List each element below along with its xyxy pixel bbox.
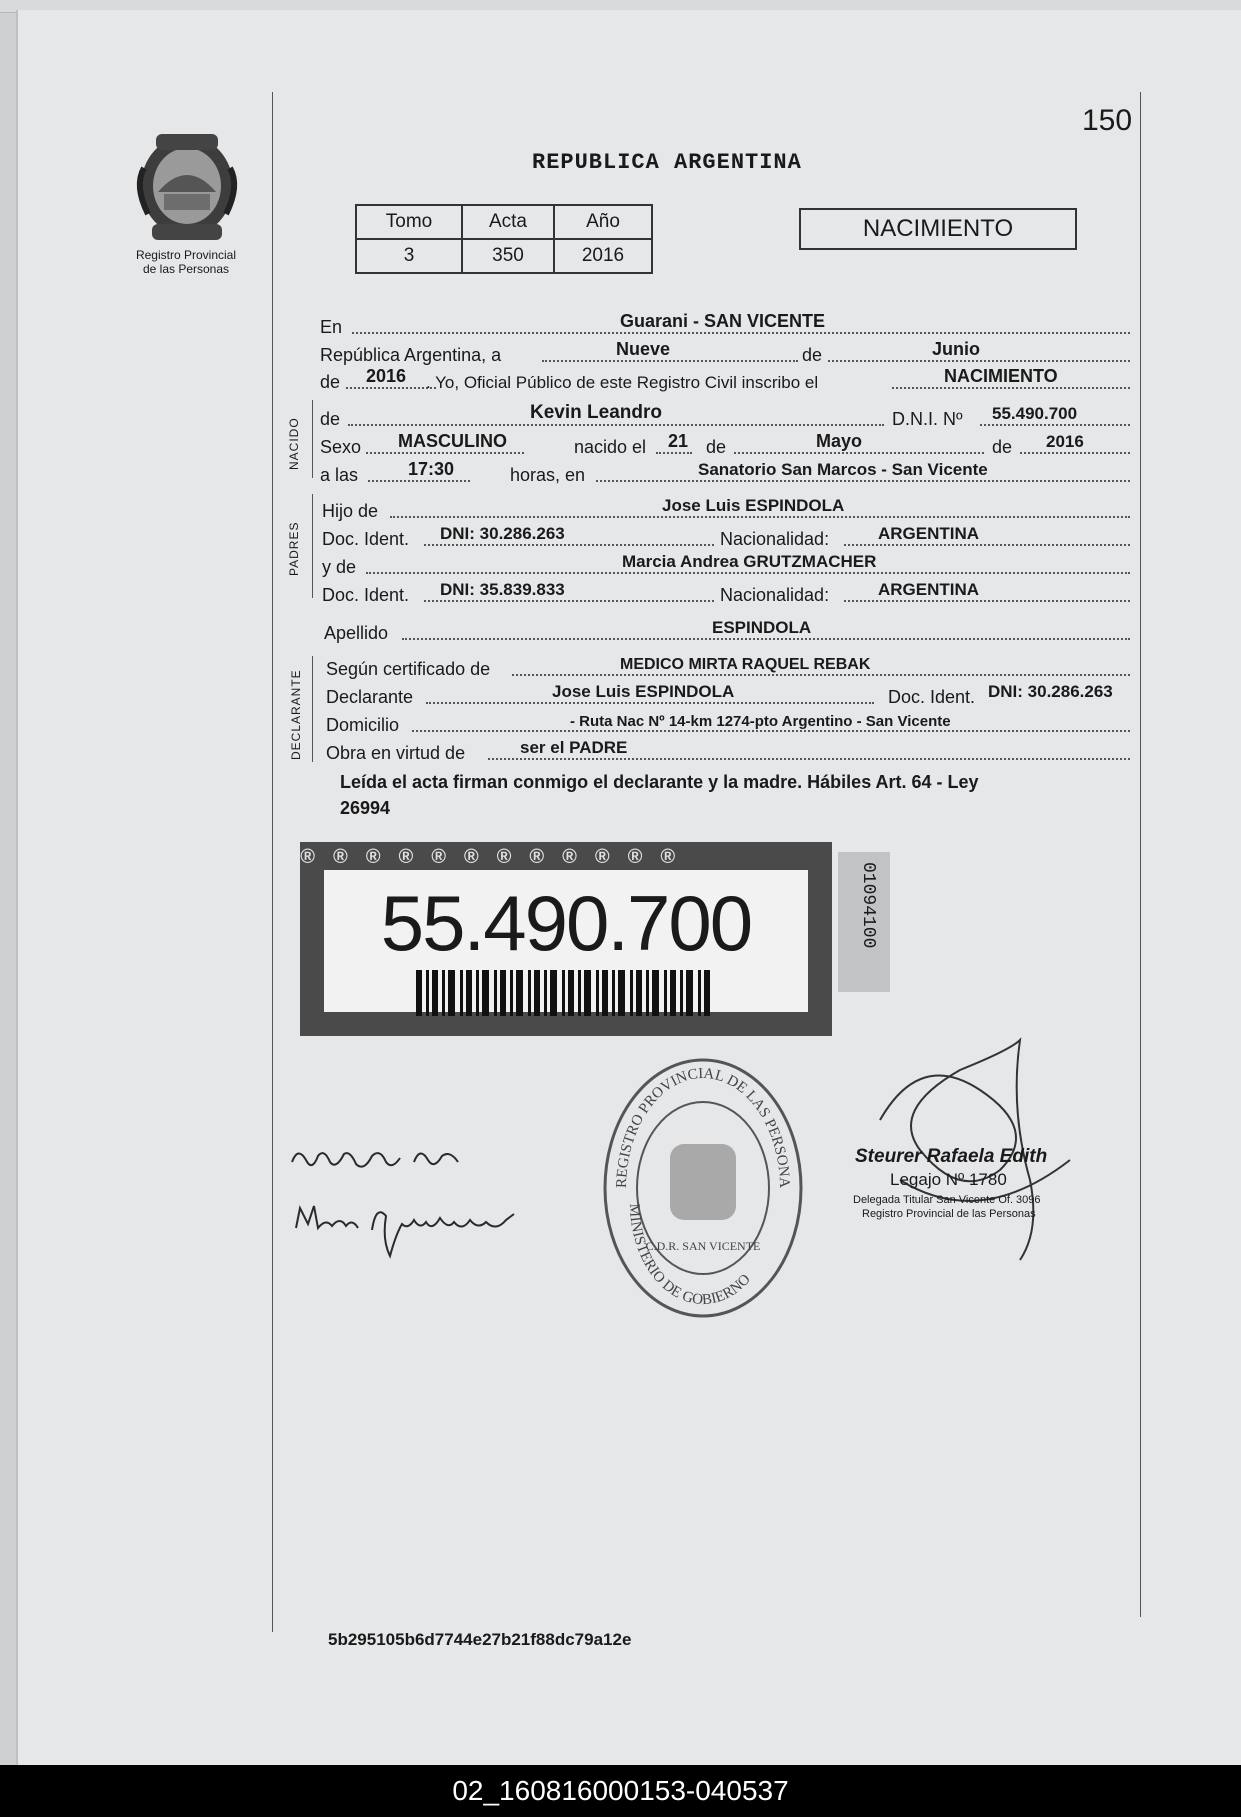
sticker-side-tag (838, 852, 890, 992)
barcode-icon (416, 970, 716, 1016)
row-domicilio (320, 710, 1130, 736)
birth-year-value: 2016 (1046, 432, 1084, 451)
declarante-doc-label: Doc. Ident. (888, 687, 976, 707)
row-nacido-name (320, 404, 1130, 430)
father-doc-dots (424, 544, 714, 546)
declarante-doc-value: DNI: 30.286.263 (988, 682, 1113, 701)
officer-role: Delegada Titular San Vicente Of. 3096 (853, 1194, 1041, 1206)
place-value: Sanatorio San Marcos - San Vicente (698, 460, 988, 479)
obra-value: ser el PADRE (520, 738, 628, 757)
dni-value: 55.490.700 (992, 404, 1078, 423)
year-de-label: de (320, 372, 341, 392)
registry-header-row (356, 205, 652, 239)
registry-value-row (356, 239, 652, 273)
father-nat-label: Nacionalidad: (720, 529, 830, 549)
republica-de-label: de (802, 345, 823, 365)
registry-header-anio: Año (554, 205, 652, 239)
closing-line-1: Leída el acta firman conmigo el declarante y la madre. Hábiles Art. 64 - Ley (340, 772, 979, 792)
row-father-doc (320, 524, 1130, 550)
country-title: REPUBLICA ARGENTINA (532, 150, 802, 175)
dni-dots (980, 424, 1130, 426)
nacido-bracket (312, 400, 313, 478)
sexo-de-label2: de (992, 437, 1013, 457)
official-seal (600, 1054, 806, 1322)
nacido-side-label: NACIDO (287, 417, 301, 470)
mother-nat-value: ARGENTINA (878, 580, 980, 599)
seal-outer-text: REGISTRO PROVINCIAL DE LAS PERSONA (613, 1065, 793, 1189)
declarante-value: Jose Luis ESPINDOLA (552, 682, 735, 701)
padres-bracket (312, 494, 313, 598)
father-value: Jose Luis ESPINDOLA (662, 496, 845, 515)
sticker-pattern: ®®®®®®®®®®®® (300, 846, 693, 868)
nacido-name-value: Kevin Leandro (530, 402, 662, 423)
seal-bottom-text: MINISTERIO DE GOBIERNO (625, 1203, 754, 1309)
domicilio-dots (412, 730, 1130, 732)
row-mother-doc (320, 580, 1130, 606)
place-dots (596, 480, 1130, 482)
officer-name: Steurer Rafaela Edith (855, 1146, 1048, 1167)
registry-header-tomo: Tomo (356, 205, 462, 239)
inscribo-dots (892, 387, 1130, 389)
nacido-de-label: de (320, 409, 341, 429)
dni-sticker (300, 842, 832, 1036)
registry-value-anio: 2016 (554, 239, 652, 273)
row-year (320, 367, 1130, 393)
page-number: 150 (1082, 104, 1133, 137)
republica-month-dots (828, 360, 1130, 362)
document-hash: 5b295105b6d7744e27b21f88dc79a12e (328, 1630, 632, 1649)
apellido-label: Apellido (324, 623, 389, 643)
en-dots (352, 332, 1130, 334)
row-apellido (320, 618, 1130, 644)
sticker-inner (324, 870, 808, 1012)
day-dots (656, 452, 692, 454)
republica-month-value: Junio (932, 339, 980, 359)
registry-value-tomo: 3 (356, 239, 462, 273)
mother-dots (366, 572, 1130, 574)
year-dots (346, 387, 436, 389)
row-en (320, 312, 1130, 338)
en-label: En (320, 317, 343, 337)
cert-value: MEDICO MIRTA RAQUEL REBAK (620, 656, 871, 673)
officer-legajo: Legajo Nº 1780 (890, 1170, 1007, 1189)
en-value: Guarani - SAN VICENTE (620, 311, 826, 331)
sexo-label: Sexo (320, 437, 362, 457)
yo-text: . Yo, Oficial Público de este Registro Civil inscribo el (426, 373, 819, 392)
dni-label: D.N.I. Nº (892, 409, 963, 429)
obra-dots (488, 758, 1130, 760)
mother-nat-label: Nacionalidad: (720, 585, 830, 605)
apellido-value: ESPINDOLA (712, 618, 812, 637)
right-margin-line (1140, 92, 1141, 1617)
row-declarante (320, 682, 1130, 708)
padres-side-label: PADRES (287, 521, 301, 576)
hijo-label: Hijo de (322, 501, 379, 521)
file-caption: 02_160816000153-040537 (0, 1765, 1241, 1817)
province-logo (130, 128, 244, 246)
inscribo-value: NACIMIENTO (944, 366, 1058, 386)
mother-nat-dots (844, 600, 1130, 602)
row-republica (320, 340, 1130, 366)
mother-label: y de (322, 557, 357, 577)
declarante-side-label: DECLARANTE (289, 669, 303, 760)
month-dots (734, 452, 984, 454)
domicilio-value: - Ruta Nac Nº 14-km 1274-pto Argentino - San Vicente (570, 713, 951, 730)
logo-caption-line2: de las Personas (142, 262, 230, 276)
cert-dots (512, 674, 1130, 676)
sexo-de-label: de (706, 437, 727, 457)
father-nat-value: ARGENTINA (878, 524, 980, 543)
signature-1 (288, 1132, 478, 1182)
logo-caption (118, 248, 254, 276)
declarante-label: Declarante (326, 687, 414, 707)
mother-doc-dots (424, 600, 714, 602)
record-type-box: NACIMIENTO (799, 208, 1077, 250)
declarante-dots (426, 702, 874, 704)
month-value: Mayo (816, 431, 863, 451)
sticker-dni-number: 55.490.700 (380, 879, 752, 967)
row-mother (320, 552, 1130, 578)
time-value: 17:30 (408, 459, 455, 479)
registry-table (355, 204, 653, 274)
republica-label: República Argentina, a (320, 345, 502, 365)
row-certificado (320, 654, 1130, 680)
alas-label: a las (320, 465, 359, 485)
republica-day-value: Nueve (616, 339, 671, 359)
horas-label: horas, en (510, 465, 586, 485)
day-value: 21 (668, 431, 689, 451)
registry-header-acta: Acta (462, 205, 554, 239)
mother-doc-value: DNI: 35.839.833 (440, 580, 565, 599)
officer-office: Registro Provincial de las Personas (862, 1208, 1036, 1220)
nacido-name-dots (348, 424, 884, 426)
father-doc-label: Doc. Ident. (322, 529, 410, 549)
row-sexo (320, 432, 1130, 458)
seal-middle-text: C.D.R. SAN VICENTE (645, 1239, 761, 1253)
mother-doc-label: Doc. Ident. (322, 585, 410, 605)
republica-day-dots (542, 360, 798, 362)
father-doc-value: DNI: 30.286.263 (440, 524, 565, 543)
sticker-side-code: 01094100 (858, 862, 878, 949)
father-nat-dots (844, 544, 1130, 546)
logo-caption-line1: Registro Provincial (135, 248, 237, 262)
domicilio-label: Domicilio (326, 715, 400, 735)
left-margin-line (272, 92, 273, 1632)
time-dots (368, 480, 470, 482)
nacido-el-label: nacido el (574, 437, 647, 457)
mother-value: Marcia Andrea GRUTZMACHER (622, 552, 877, 571)
obra-label: Obra en virtud de (326, 743, 466, 763)
sexo-dots (366, 452, 524, 454)
row-hora (320, 460, 1130, 486)
sexo-value: MASCULINO (398, 431, 507, 451)
birth-year-dots (1020, 452, 1130, 454)
father-dots (390, 516, 1130, 518)
closing-line-2: 26994 (340, 798, 391, 818)
signature-2 (292, 1190, 522, 1260)
cert-label: Según certificado de (326, 659, 491, 679)
apellido-dots (402, 638, 1130, 640)
declarante-bracket (312, 656, 313, 762)
row-hijo (320, 496, 1130, 522)
year-value: 2016 (366, 366, 407, 386)
registry-value-acta: 350 (462, 239, 554, 273)
row-obra (320, 738, 1130, 764)
